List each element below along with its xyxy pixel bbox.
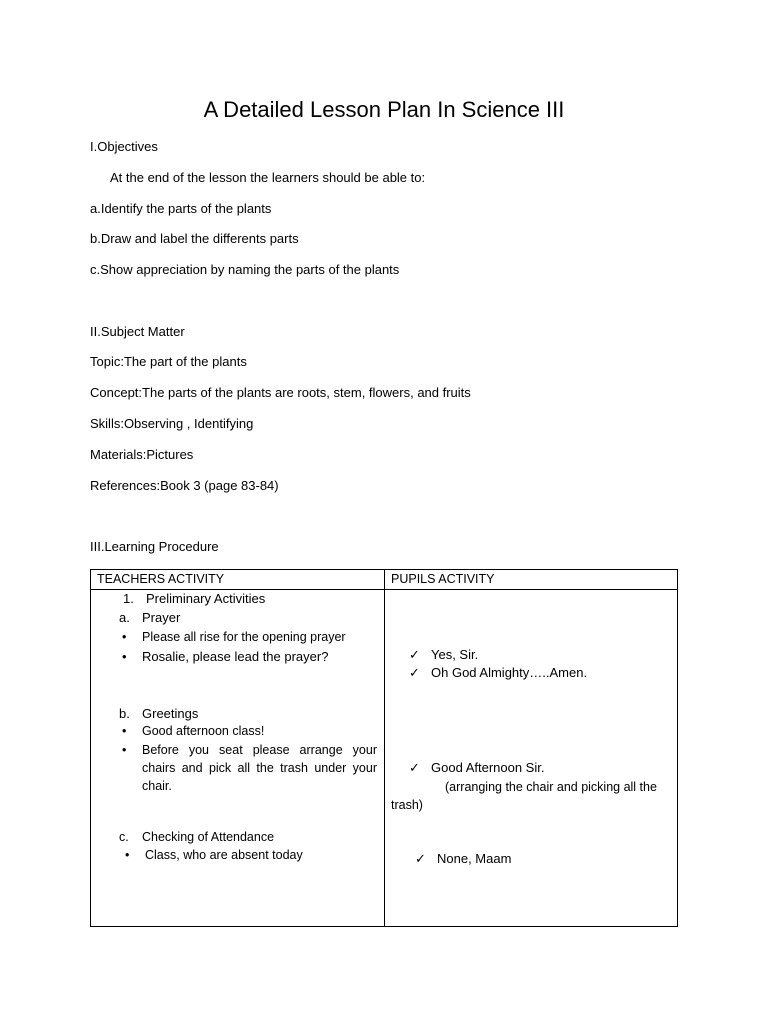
procedure-table bbox=[90, 569, 678, 927]
section-title: Preliminary Activities bbox=[146, 591, 266, 606]
check-icon: ✓ bbox=[409, 665, 420, 680]
attendance-label: c. bbox=[119, 830, 129, 844]
objectives-heading: I.Objectives bbox=[90, 139, 158, 154]
pupils-activity-cell bbox=[385, 590, 678, 927]
objectives-intro: At the end of the lesson the learners should be able to: bbox=[110, 170, 426, 185]
objective-item-a: a.Identify the parts of the plants bbox=[90, 201, 272, 216]
pupil-response: ✓ None, Maam bbox=[415, 851, 512, 866]
pupil-action-note: (arranging the chair and picking all the trash) bbox=[391, 780, 657, 812]
learning-procedure-heading: III.Learning Procedure bbox=[90, 539, 219, 554]
subject-references: References:Book 3 (page 83-84) bbox=[90, 478, 279, 493]
subject-matter-heading: II.Subject Matter bbox=[90, 324, 185, 339]
list-item: • Please all rise for the opening prayer bbox=[142, 629, 346, 645]
objective-item-c: c.Show appreciation by naming the parts of the plants bbox=[90, 262, 400, 277]
table-row bbox=[91, 590, 678, 927]
check-icon: ✓ bbox=[415, 851, 426, 866]
attendance-title: Checking of Attendance bbox=[142, 830, 275, 844]
pupil-response: ✓ Oh God Almighty…..Amen. bbox=[409, 665, 588, 680]
teachers-activity-cell bbox=[91, 590, 385, 927]
objective-item-b: b.Draw and label the differents parts bbox=[90, 231, 299, 246]
subject-concept: Concept:The parts of the plants are roots, stem, flowers, and fruits bbox=[90, 385, 471, 400]
prayer-label: a. bbox=[119, 610, 130, 625]
pupil-response: ✓ Good Afternoon Sir. bbox=[409, 760, 545, 775]
teachers-activity-header: TEACHERS ACTIVITY bbox=[91, 570, 385, 590]
subject-skills: Skills:Observing , Identifying bbox=[90, 416, 254, 431]
list-item: • Class, who are absent today bbox=[145, 847, 303, 863]
list-item: • Good afternoon class! bbox=[142, 723, 264, 739]
list-item: • Rosalie, please lead the prayer? bbox=[142, 649, 328, 665]
pupil-response: ✓ Yes, Sir. bbox=[409, 647, 479, 662]
check-icon: ✓ bbox=[409, 647, 420, 662]
pupils-activity-header: PUPILS ACTIVITY bbox=[385, 570, 678, 590]
check-icon: ✓ bbox=[409, 760, 420, 775]
subject-materials: Materials:Pictures bbox=[90, 447, 194, 462]
greetings-label: b. bbox=[119, 706, 130, 721]
section-number: 1. bbox=[123, 591, 134, 606]
table-header-row bbox=[91, 570, 678, 590]
list-item: • Before you seat please arrange your chairs and pick all the trash under your chair. bbox=[142, 741, 377, 795]
prayer-title: Prayer bbox=[142, 610, 181, 625]
subject-topic: Topic:The part of the plants bbox=[90, 354, 247, 369]
page-title: A Detailed Lesson Plan In Science III bbox=[203, 97, 565, 122]
greetings-title: Greetings bbox=[142, 706, 199, 721]
